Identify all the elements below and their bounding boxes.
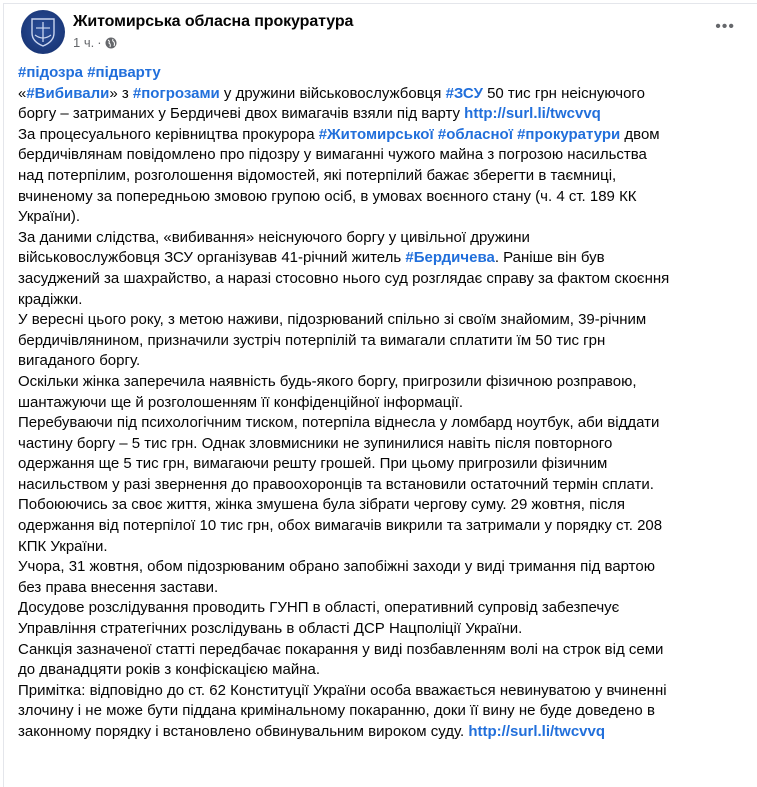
- text-segment: над потерпілим, розголошення відомостей, які потерпілий бажає зберегти в таємниці,: [18, 166, 617, 184]
- text-segment: Оскільки жінка заперечила наявність будь-якого боргу, пригрозили фізичною розправою,: [18, 372, 637, 390]
- text-segment: вчиненому за попередньою змовою групою осіб, в умовах воєнного стану (ч. 4 ст. 189 КК: [18, 187, 637, 205]
- text-segment: бердичівлянином, призначили зустріч потерпілій та вимагали сплатити їм 50 тис грн: [18, 331, 606, 349]
- text-line: [18, 228, 669, 249]
- text-line: [18, 372, 669, 393]
- text-line: [18, 393, 669, 414]
- text-segment: крадіжки.: [18, 290, 83, 308]
- text-segment: насильством у разі звернення до правоохоронців та встановили остаточний термін сплати.: [18, 475, 654, 493]
- text-segment: КПК України.: [18, 537, 108, 555]
- text-segment: шантажуючи ще й розголошенням її конфіденційної інформації.: [18, 393, 464, 411]
- text-segment: засуджений за шахрайство, а наразі стосовно нього суд розглядає справу за фактом скоєння: [18, 269, 670, 287]
- text-line: [18, 722, 669, 743]
- text-segment: Учора, 31 жовтня, обом підозрюваним обрано запобіжні заходи у виді тримання під вартою: [18, 558, 655, 576]
- text-segment: військовослужбовця ЗСУ організував 41-річний житель: [18, 249, 406, 267]
- text-line: [18, 434, 669, 455]
- facebook-post: [3, 3, 757, 787]
- text-segment: 50 тис грн неіснуючого: [482, 84, 645, 102]
- hashtag-link[interactable]: #Житомирської: [318, 125, 434, 143]
- avatar[interactable]: [21, 10, 65, 54]
- text-segment: двом: [620, 125, 660, 143]
- text-line: [18, 578, 669, 599]
- text-line: [18, 145, 669, 166]
- text-segment: Примітка: відповідно до ст. 62 Конституції України особа вважається невинуватою у вчиненні: [18, 681, 667, 699]
- text-segment: законному порядку і встановлено обвинувальним вироком суду.: [18, 723, 469, 740]
- hashtag-link[interactable]: #ЗСУ: [445, 84, 483, 102]
- text-line: [18, 475, 669, 496]
- text-segment: одержання ще 5 тис грн, вимагаючи решту грошей. При цьому пригрозили фізичним: [18, 455, 608, 473]
- text-line: [18, 516, 669, 537]
- text-line: [18, 640, 669, 661]
- separator: ·: [97, 35, 102, 50]
- url-link[interactable]: http://surl.li/twcvvq: [464, 105, 601, 123]
- text-segment: Досудове розслідування проводить ГУНП в області, оперативний супровід забезпечує: [18, 599, 620, 617]
- text-segment: одержання від потерпілої 10 тис грн, обох вимагачів викрили та затримали у порядку ст. 208: [18, 517, 663, 535]
- text-line: [18, 125, 669, 146]
- text-line: [18, 331, 669, 352]
- text-line: [18, 84, 669, 105]
- text-line: [18, 660, 669, 681]
- more-options-button[interactable]: •••: [715, 18, 735, 35]
- text-segment: Перебуваючи під психологічним тиском, потерпіла віднесла у ломбард ноутбук, аби віддати: [18, 414, 660, 432]
- text-line: [18, 290, 669, 311]
- text-segment: бердичівлянам повідомлено про підозру у вимаганні чужого майна з погрозою насильства: [18, 146, 647, 164]
- text-segment: Санкція зазначеної статті передбачає покарання у виді позбавленням волі на строк від семи: [18, 640, 664, 658]
- post-time[interactable]: 1 ч.: [73, 35, 95, 50]
- text-segment: злочину і не може бути піддана кримінальному покаранню, доки її вину не буде доведено в: [18, 702, 655, 720]
- text-line: [18, 166, 669, 187]
- hashtag-link[interactable]: #обласної: [437, 125, 513, 143]
- text-line: [18, 537, 669, 558]
- text-line: [18, 495, 669, 516]
- text-line: [18, 557, 669, 578]
- text-segment: » з: [109, 84, 133, 102]
- post-meta: [73, 35, 117, 50]
- text-segment: частину боргу – 5 тис грн. Однак зловмисники не зупинилися навіть після повторного: [18, 434, 613, 452]
- text-segment: боргу – затриманих у Бердичеві двох вимагачів взяли під варту: [18, 105, 465, 123]
- text-segment: «: [18, 84, 27, 102]
- hashtag-link[interactable]: #підварту: [87, 64, 161, 81]
- text-line: [18, 187, 669, 208]
- text-segment: У вересні цього року, з метою наживи, підозрюваний спільно зі своїм знайомим, 39-річним: [18, 311, 647, 329]
- text-segment: За даними слідства, «вибивання» неіснуючого боргу у цивільної дружини: [18, 228, 530, 246]
- post-text: [18, 63, 669, 743]
- text-segment: Побоюючись за своє життя, жінка змушена була зібрати чергову суму. 29 жовтня, після: [18, 496, 625, 514]
- text-line: [18, 351, 669, 372]
- text-line: [18, 413, 669, 434]
- text-line: [18, 454, 669, 475]
- hashtag-link[interactable]: #Вибивали: [26, 84, 110, 102]
- text-line: [18, 681, 669, 702]
- text-segment: За процесуального керівництва прокурора: [18, 125, 319, 143]
- text-line: [18, 248, 669, 269]
- text-line: [18, 104, 669, 125]
- text-line: [18, 701, 669, 722]
- text-segment: у дружини військовослужбовця: [219, 84, 446, 102]
- hashtag-link[interactable]: #прокуратури: [517, 125, 621, 143]
- text-segment: України).: [18, 208, 81, 226]
- url-link[interactable]: http://surl.li/twcvvq: [468, 723, 606, 740]
- text-line: [18, 310, 669, 331]
- hashtag-link[interactable]: #погрозами: [132, 84, 220, 102]
- text-line: [18, 619, 669, 640]
- text-segment: Управління стратегічних розслідувань в області ДСР Нацполіції України.: [18, 620, 523, 638]
- text-line: [18, 269, 669, 290]
- text-segment: . Раніше він був: [494, 249, 605, 267]
- text-segment: до дванадцяти років з конфіскацією майна.: [18, 661, 321, 679]
- author-name[interactable]: Житомирська обласна прокуратура: [73, 13, 354, 30]
- hashtag-link[interactable]: #Бердичева: [405, 249, 495, 267]
- text-line: [18, 63, 669, 84]
- text-line: [18, 207, 669, 228]
- text-line: [18, 598, 669, 619]
- text-segment: без права внесення застави.: [18, 578, 219, 596]
- globe-icon: [105, 37, 117, 49]
- text-segment: вигаданого боргу.: [18, 352, 141, 370]
- prosecutor-emblem-icon: [30, 17, 56, 47]
- hashtag-link[interactable]: #підозра: [18, 64, 84, 81]
